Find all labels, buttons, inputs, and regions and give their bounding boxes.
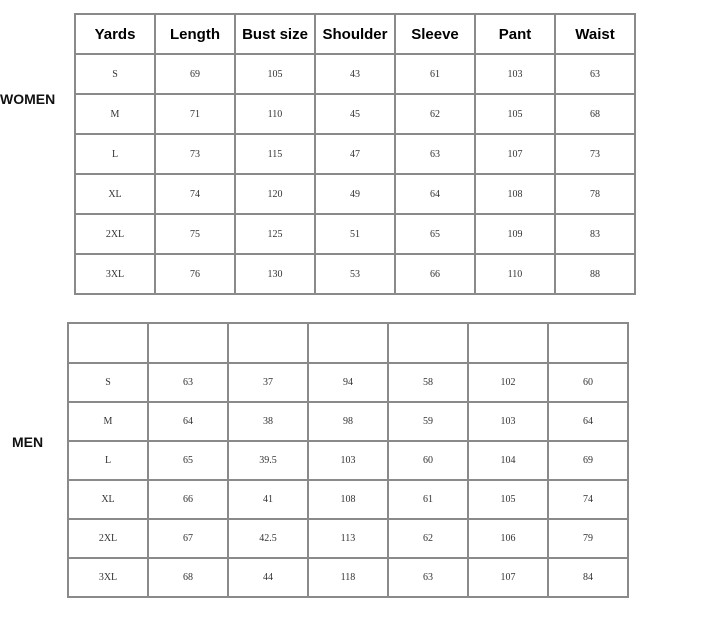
header-cell-empty	[68, 323, 148, 363]
table-cell: 39.5	[228, 441, 308, 480]
table-cell: 107	[475, 134, 555, 174]
table-cell: 73	[555, 134, 635, 174]
table-cell: 61	[395, 54, 475, 94]
header-cell-shoulder: Shoulder	[315, 14, 395, 54]
table-cell: 60	[388, 441, 468, 480]
table-cell: 115	[235, 134, 315, 174]
table-cell: M	[68, 402, 148, 441]
table-cell: 103	[308, 441, 388, 480]
table-row	[75, 94, 635, 134]
table-cell: 64	[548, 402, 628, 441]
header-cell-empty	[228, 323, 308, 363]
table-cell: 63	[395, 134, 475, 174]
table-cell: 63	[148, 363, 228, 402]
table-cell: 125	[235, 214, 315, 254]
women-size-table	[74, 13, 636, 295]
table-cell: 44	[228, 558, 308, 597]
table-cell: 118	[308, 558, 388, 597]
table-cell: 42.5	[228, 519, 308, 558]
table-cell: 78	[555, 174, 635, 214]
table-cell: 105	[235, 54, 315, 94]
table-cell: M	[75, 94, 155, 134]
table-cell: 71	[155, 94, 235, 134]
table-cell: 63	[388, 558, 468, 597]
header-cell-pant: Pant	[475, 14, 555, 54]
table-cell: 75	[155, 214, 235, 254]
table-cell: XL	[75, 174, 155, 214]
header-cell-empty	[468, 323, 548, 363]
header-cell-length: Length	[155, 14, 235, 54]
table-cell: 64	[148, 402, 228, 441]
table-cell: XL	[68, 480, 148, 519]
table-cell: 107	[468, 558, 548, 597]
table-cell: 45	[315, 94, 395, 134]
table-cell: 65	[148, 441, 228, 480]
table-cell: 105	[468, 480, 548, 519]
table-cell: L	[68, 441, 148, 480]
table-cell: 74	[155, 174, 235, 214]
header-cell-empty	[308, 323, 388, 363]
table-row	[68, 558, 628, 597]
table-cell: 3XL	[75, 254, 155, 294]
table-cell: 105	[475, 94, 555, 134]
table-row	[68, 441, 628, 480]
men-size-table	[67, 322, 629, 598]
table-cell: 66	[395, 254, 475, 294]
header-cell-waist: Waist	[555, 14, 635, 54]
table-cell: 104	[468, 441, 548, 480]
table-row	[75, 254, 635, 294]
table-cell: 47	[315, 134, 395, 174]
table-cell: 94	[308, 363, 388, 402]
header-cell-empty	[548, 323, 628, 363]
header-cell-empty	[388, 323, 468, 363]
table-cell: 83	[555, 214, 635, 254]
table-cell: 68	[555, 94, 635, 134]
table-cell: 69	[548, 441, 628, 480]
table-cell: 65	[395, 214, 475, 254]
table-row	[68, 363, 628, 402]
table-cell: 120	[235, 174, 315, 214]
table-cell: 63	[555, 54, 635, 94]
table-cell: 62	[388, 519, 468, 558]
table-cell: 2XL	[68, 519, 148, 558]
table-cell: 64	[395, 174, 475, 214]
table-row	[75, 134, 635, 174]
table-cell: 110	[475, 254, 555, 294]
women-section-label: WOMEN	[0, 91, 56, 107]
table-cell: 49	[315, 174, 395, 214]
table-cell: 67	[148, 519, 228, 558]
table-cell: 74	[548, 480, 628, 519]
table-row	[75, 214, 635, 254]
table-row	[68, 480, 628, 519]
table-row	[68, 402, 628, 441]
table-cell: 130	[235, 254, 315, 294]
table-cell: 66	[148, 480, 228, 519]
table-cell: 102	[468, 363, 548, 402]
table-cell: 38	[228, 402, 308, 441]
table-cell: 58	[388, 363, 468, 402]
table-row	[75, 174, 635, 214]
table-cell: 51	[315, 214, 395, 254]
table-cell: S	[75, 54, 155, 94]
table-cell: 113	[308, 519, 388, 558]
table-cell: 62	[395, 94, 475, 134]
header-cell-empty	[148, 323, 228, 363]
table-cell: S	[68, 363, 148, 402]
table-cell: 106	[468, 519, 548, 558]
header-cell-yards: Yards	[75, 14, 155, 54]
table-cell: 79	[548, 519, 628, 558]
table-cell: 109	[475, 214, 555, 254]
table-cell: 61	[388, 480, 468, 519]
table-row	[68, 519, 628, 558]
table-cell: 108	[475, 174, 555, 214]
table-cell: 41	[228, 480, 308, 519]
table-cell: 76	[155, 254, 235, 294]
table-header-row	[75, 14, 635, 54]
table-cell: 68	[148, 558, 228, 597]
table-cell: L	[75, 134, 155, 174]
table-cell: 108	[308, 480, 388, 519]
table-cell: 103	[475, 54, 555, 94]
header-cell-sleeve: Sleeve	[395, 14, 475, 54]
table-cell: 84	[548, 558, 628, 597]
table-cell: 103	[468, 402, 548, 441]
table-cell: 3XL	[68, 558, 148, 597]
table-cell: 2XL	[75, 214, 155, 254]
table-header-row	[68, 323, 628, 363]
table-cell: 59	[388, 402, 468, 441]
men-section-label: MEN	[12, 434, 44, 450]
table-cell: 43	[315, 54, 395, 94]
table-cell: 69	[155, 54, 235, 94]
table-cell: 60	[548, 363, 628, 402]
table-cell: 88	[555, 254, 635, 294]
table-cell: 110	[235, 94, 315, 134]
table-cell: 53	[315, 254, 395, 294]
table-cell: 37	[228, 363, 308, 402]
header-cell-bust-size: Bust size	[235, 14, 315, 54]
table-row	[75, 54, 635, 94]
table-cell: 98	[308, 402, 388, 441]
table-cell: 73	[155, 134, 235, 174]
